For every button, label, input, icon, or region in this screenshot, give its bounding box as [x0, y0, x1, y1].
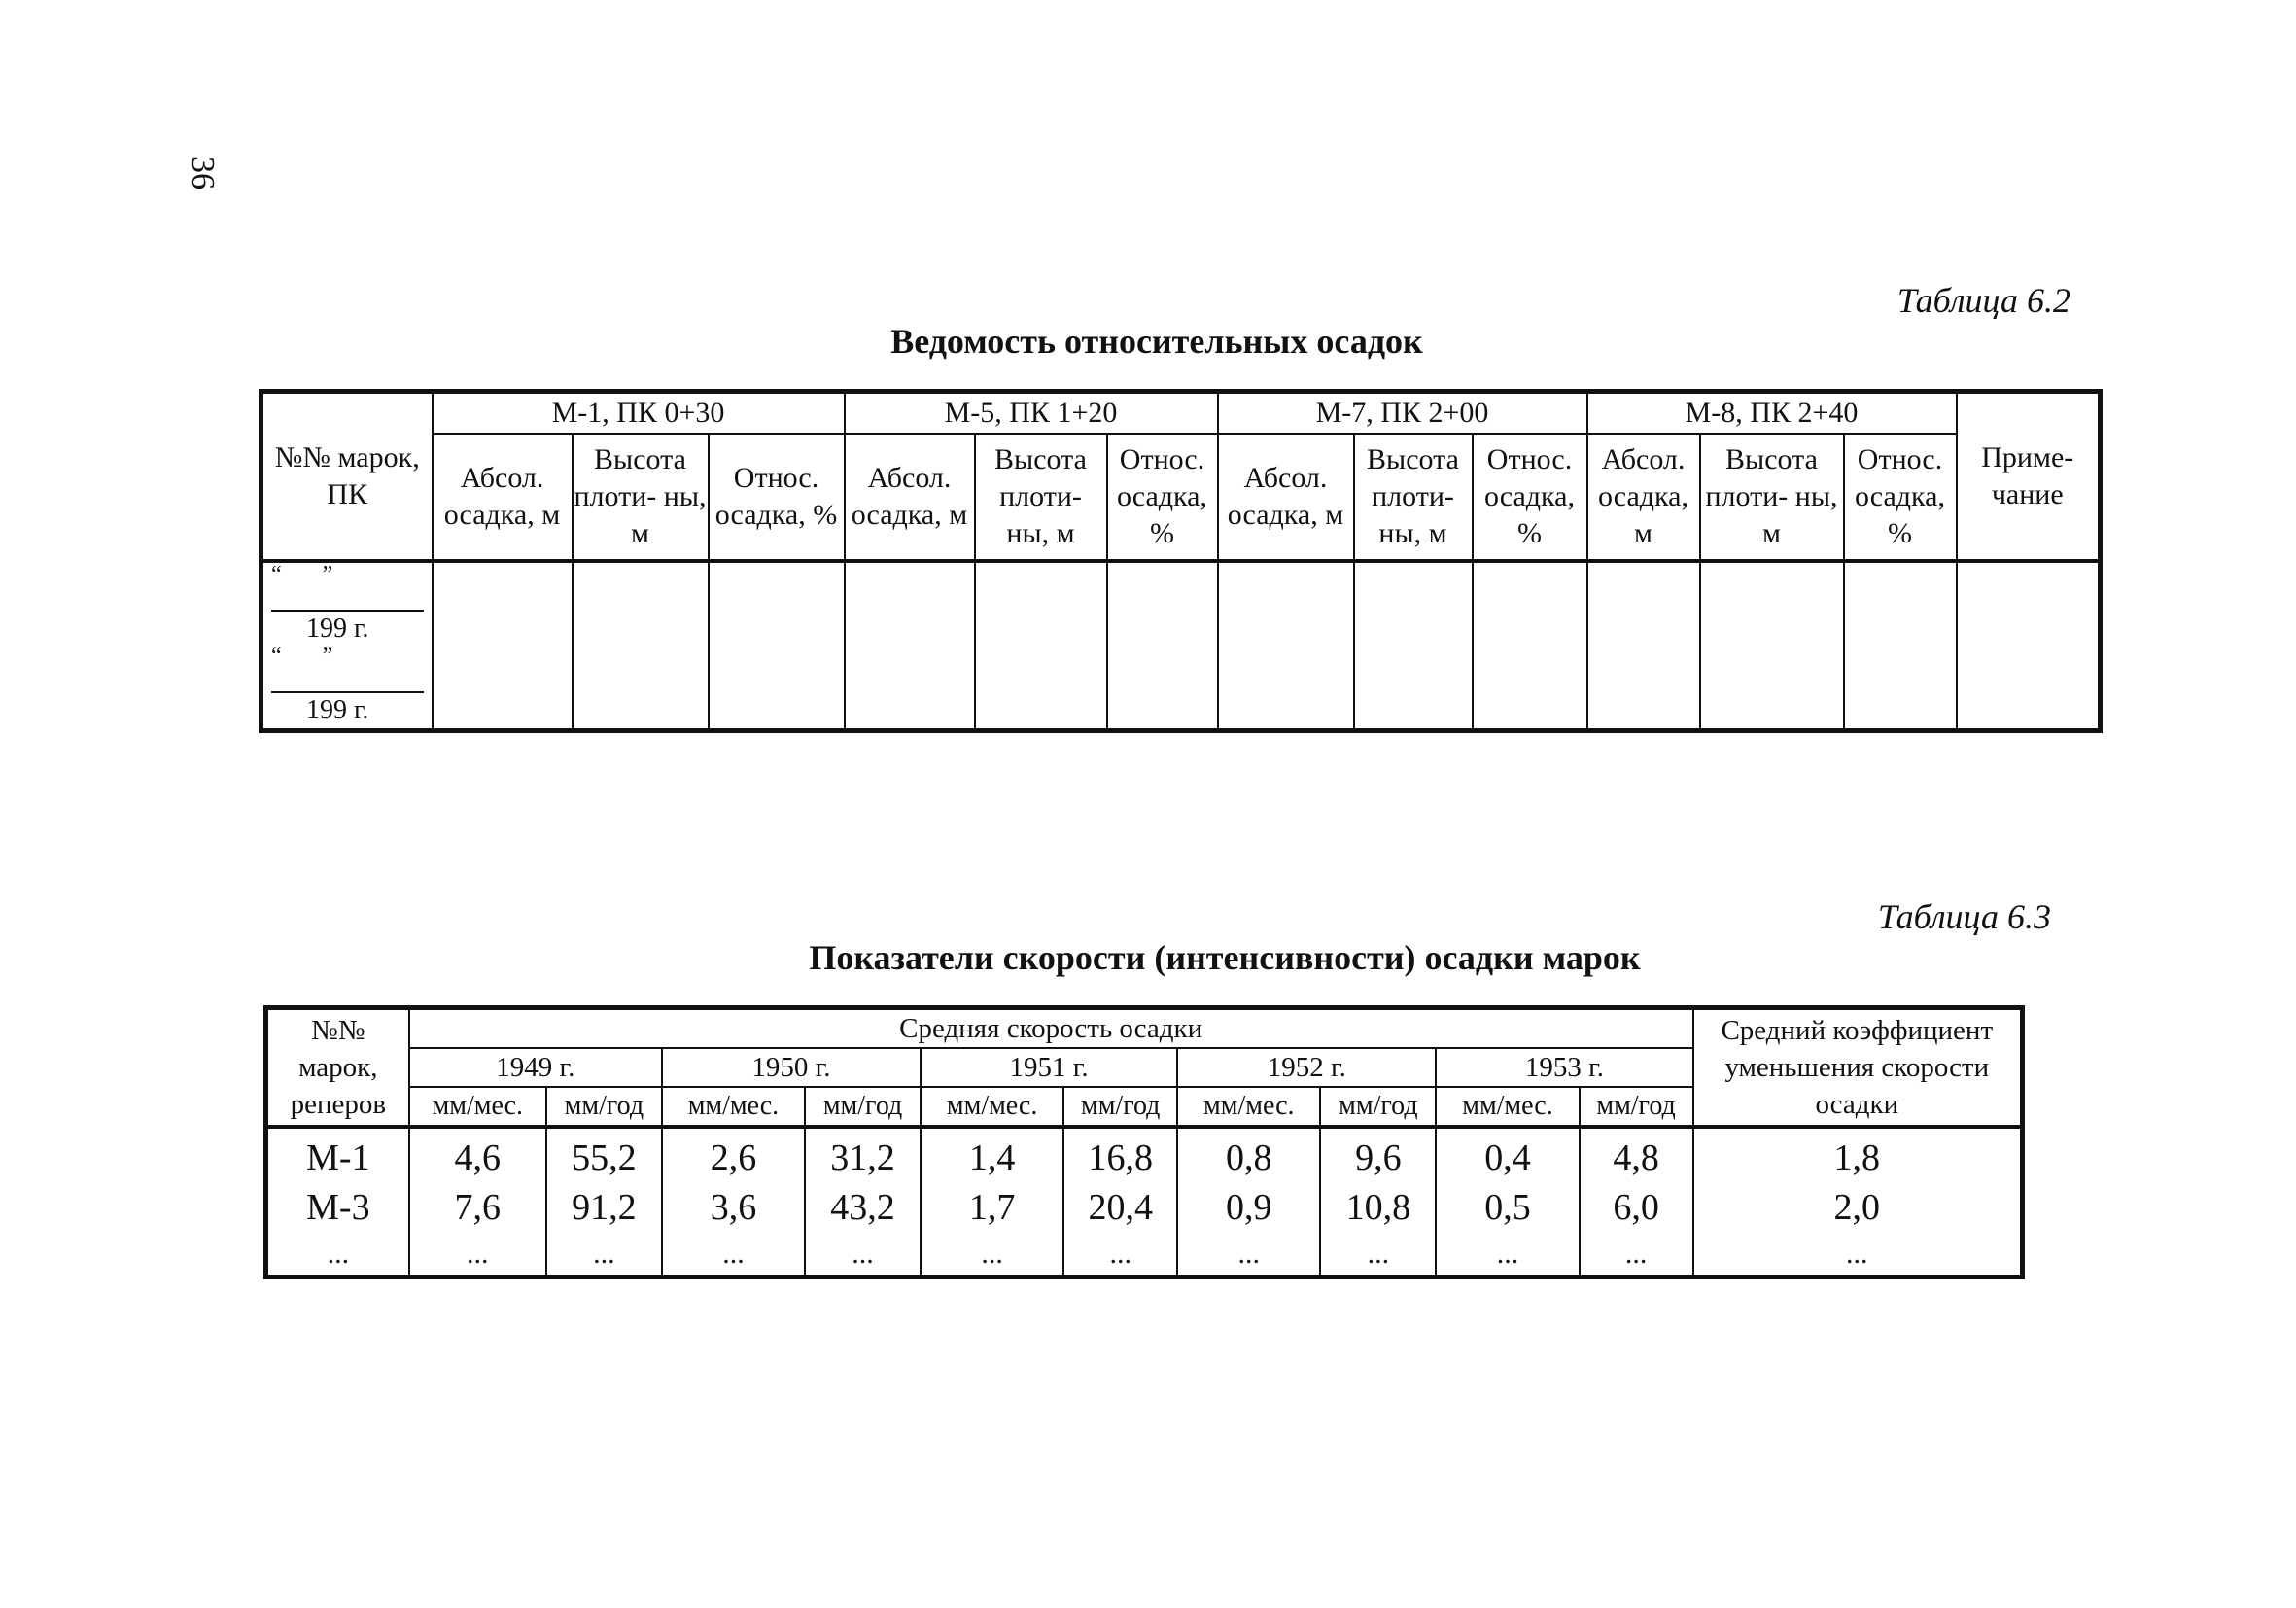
mark-cell: М-3 — [266, 1183, 409, 1233]
value-cell: 31,2 — [805, 1127, 921, 1183]
value-cell: 0,5 — [1436, 1183, 1579, 1233]
subheader-dam-height: Высота плоти- ны, м — [1354, 434, 1473, 561]
mark-cell: М-1 — [266, 1127, 409, 1183]
page-number: 36 — [185, 157, 221, 190]
value-cell: 0,8 — [1177, 1127, 1320, 1183]
value-cell: ... — [805, 1233, 921, 1276]
value-cell: 9,6 — [1320, 1127, 1436, 1183]
unit-mm-year: мм/год — [546, 1087, 662, 1127]
unit-mm-month: мм/мес. — [409, 1087, 546, 1127]
coefficient-cell: ... — [1693, 1233, 2023, 1276]
header-marks-benchmarks: №№ марок, реперов — [266, 1008, 409, 1128]
coefficient-cell: 1,8 — [1693, 1127, 2023, 1183]
table-6-3 — [263, 1005, 2025, 1279]
value-cell: 6,0 — [1580, 1183, 1693, 1233]
subheader-dam-height: Высота плоти- ны, м — [1700, 434, 1844, 561]
value-cell: ... — [1436, 1233, 1579, 1276]
empty-cell — [1473, 561, 1587, 731]
year-header: 1949 г. — [409, 1048, 662, 1087]
empty-cell — [1107, 561, 1218, 731]
unit-mm-year: мм/год — [1580, 1087, 1693, 1127]
value-cell: ... — [546, 1233, 662, 1276]
value-cell: 0,4 — [1436, 1127, 1579, 1183]
subheader-rel-settlement: Относ. осадка, % — [1107, 434, 1218, 561]
value-cell: 4,6 — [409, 1127, 546, 1183]
subheader-dam-height: Высота плоти- ны, м — [573, 434, 709, 561]
year-header: 1951 г. — [921, 1048, 1177, 1087]
value-cell: 7,6 — [409, 1183, 546, 1233]
subheader-rel-settlement: Относ. осадка, % — [709, 434, 845, 561]
value-cell: ... — [1177, 1233, 1320, 1276]
subheader-rel-settlement: Относ. осадка, % — [1473, 434, 1587, 561]
value-cell: 16,8 — [1063, 1127, 1177, 1183]
unit-mm-month: мм/мес. — [1177, 1087, 1320, 1127]
table-6-2-caption: Таблица 6.2 — [1896, 281, 2070, 320]
header-average-rate: Средняя скорость осадки — [409, 1008, 1693, 1049]
empty-cell — [709, 561, 845, 731]
unit-mm-month: мм/мес. — [662, 1087, 805, 1127]
date-quotes: “ ” — [271, 562, 351, 587]
value-cell: ... — [409, 1233, 546, 1276]
subheader-dam-height: Высота плоти- ны, м — [975, 434, 1107, 561]
unit-mm-year: мм/год — [805, 1087, 921, 1127]
value-cell: 91,2 — [546, 1183, 662, 1233]
header-avg-coefficient: Средний коэффициент уменьшения скорости осадки — [1693, 1008, 2023, 1128]
table-row — [266, 1127, 2023, 1183]
value-cell: 43,2 — [805, 1183, 921, 1233]
empty-cell — [1218, 561, 1354, 731]
subheader-abs-settlement: Абсол. осадка, м — [1587, 434, 1700, 561]
year-header: 1950 г. — [662, 1048, 921, 1087]
value-cell: 1,4 — [921, 1127, 1063, 1183]
coefficient-cell: 2,0 — [1693, 1183, 2023, 1233]
value-cell: 2,6 — [662, 1127, 805, 1183]
value-cell: ... — [1580, 1233, 1693, 1276]
table-6-2 — [259, 389, 2103, 733]
unit-mm-year: мм/год — [1063, 1087, 1177, 1127]
group-header: М-8, ПК 2+40 — [1587, 392, 1957, 435]
value-cell: ... — [1063, 1233, 1177, 1276]
subheader-abs-settlement: Абсол. осадка, м — [1218, 434, 1354, 561]
table-row — [266, 1183, 2023, 1233]
date-year: 199 г. — [271, 610, 424, 647]
table-6-2-title: Ведомость относительных осадок — [890, 322, 1423, 361]
subheader-abs-settlement: Абсол. осадка, м — [433, 434, 573, 561]
year-header: 1952 г. — [1177, 1048, 1436, 1087]
value-cell: 10,8 — [1320, 1183, 1436, 1233]
subheader-rel-settlement: Относ. осадка, % — [1844, 434, 1957, 561]
group-header: М-5, ПК 1+20 — [845, 392, 1218, 435]
subheader-abs-settlement: Абсол. осадка, м — [845, 434, 975, 561]
value-cell: 55,2 — [546, 1127, 662, 1183]
year-header: 1953 г. — [1436, 1048, 1692, 1087]
empty-cell — [845, 561, 975, 731]
date-year: 199 г. — [271, 691, 424, 728]
value-cell: 0,9 — [1177, 1183, 1320, 1233]
empty-cell — [1700, 561, 1844, 731]
value-cell: 20,4 — [1063, 1183, 1177, 1233]
unit-mm-year: мм/год — [1320, 1087, 1436, 1127]
table-6-3-caption: Таблица 6.3 — [1877, 897, 2051, 936]
mark-cell: ... — [266, 1233, 409, 1276]
table-row — [266, 1233, 2023, 1276]
empty-cell — [1844, 561, 1957, 731]
header-note: Приме- чание — [1957, 392, 2101, 562]
date-cell — [261, 561, 433, 731]
empty-cell — [975, 561, 1107, 731]
empty-cell — [1587, 561, 1700, 731]
group-header: М-7, ПК 2+00 — [1218, 392, 1587, 435]
value-cell: ... — [662, 1233, 805, 1276]
unit-mm-month: мм/мес. — [1436, 1087, 1579, 1127]
date-quotes: “ ” — [271, 644, 351, 669]
value-cell: 1,7 — [921, 1183, 1063, 1233]
value-cell: ... — [1320, 1233, 1436, 1276]
header-marks-pk: №№ марок, ПК — [261, 392, 433, 562]
empty-cell — [573, 561, 709, 731]
group-header: М-1, ПК 0+30 — [433, 392, 845, 435]
unit-mm-month: мм/мес. — [921, 1087, 1063, 1127]
empty-cell — [1957, 561, 2101, 731]
empty-cell — [433, 561, 573, 731]
table-6-3-title: Показатели скорости (интенсивности) осадки марок — [809, 938, 1641, 977]
value-cell: 3,6 — [662, 1183, 805, 1233]
empty-cell — [1354, 561, 1473, 731]
value-cell: ... — [921, 1233, 1063, 1276]
value-cell: 4,8 — [1580, 1127, 1693, 1183]
